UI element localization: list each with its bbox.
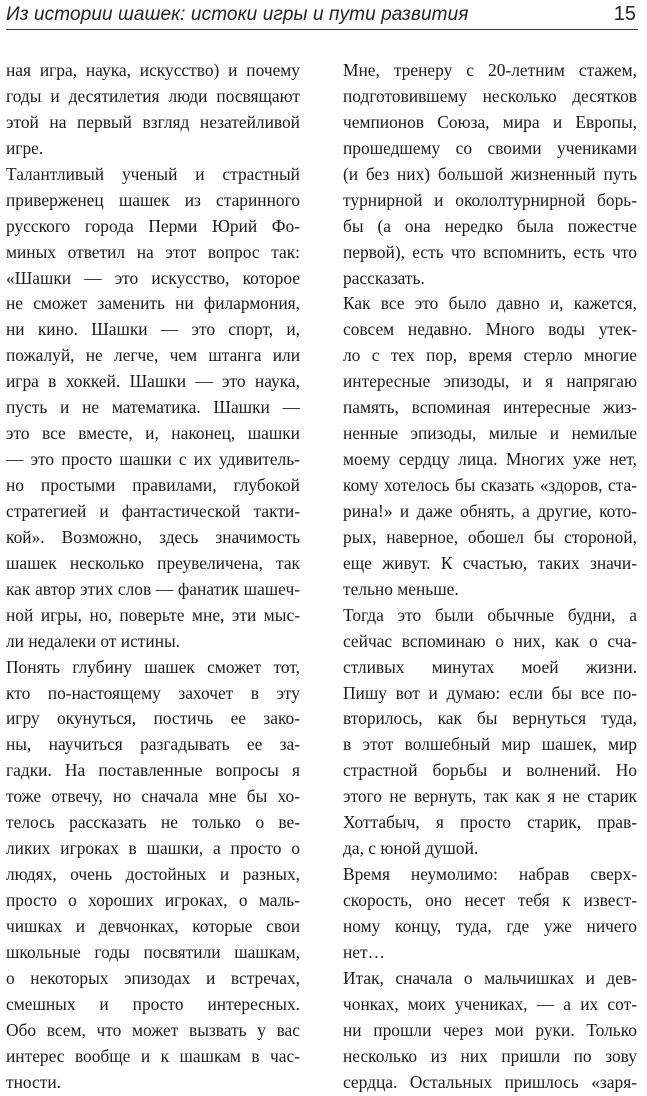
text-line: ни кино. Шашки — это спорт, и, [6, 319, 300, 340]
text-line: интересные эпизоды, и я напрягаю [343, 371, 637, 392]
text-line: ны, научиться разгадывать ее за- [6, 734, 300, 755]
text-line: телось рассказать не только о ве- [6, 812, 300, 833]
text-line: совсем недавно. Много воды утек- [343, 319, 637, 340]
text-line: еще живут. К счастью, таких значи- [343, 552, 637, 573]
text-line: школьные годы посвятили шашкам, [6, 941, 300, 962]
text-line: как автор этих слов — фанатик шашеч- [6, 578, 300, 599]
text-line: кто по-настоящему захочет в эту [6, 682, 300, 703]
text-line: Талантливый ученый и страстный [6, 163, 300, 184]
text-line: это все вместе, и, наконец, шашки [6, 423, 300, 444]
text-line: стливых минутах моей жизни. [343, 656, 637, 677]
text-line: — это просто шашки с их удивитель- [6, 449, 300, 470]
text-line: страстной борьбы и волнений. Но [343, 760, 637, 781]
text-line: Тогда это были обычные будни, а [343, 604, 637, 625]
left-text-column [6, 58, 300, 1096]
text-line: ни прошли через мои руки. Только [343, 1019, 637, 1040]
text-line: прошедшему со своими учениками [343, 137, 637, 158]
text-line: ной игры, но, поверьте мне, эти мыс- [6, 604, 300, 625]
text-line: игра в хоккей. Шашки — это наука, [6, 371, 300, 392]
text-line: первой), есть что вспомнить, есть что [343, 241, 637, 262]
text-line: чишках и девчонках, которые свои [6, 915, 300, 936]
text-line: тности. [6, 1071, 62, 1092]
text-line: пусть и не математика. Шашки — [6, 397, 300, 418]
text-line: пожалуй, не легче, чем штанга или [6, 345, 300, 366]
text-line: годы и десятилетия люди посвящают [6, 85, 300, 106]
text-line: сердца. Остальных пришлось «заря- [343, 1071, 637, 1092]
text-line: игру окунуться, постичь ее зако- [6, 708, 300, 729]
text-line: турнирной и окололтурнирной борь- [343, 189, 637, 210]
text-line: ли недалеки от истины. [6, 630, 181, 651]
text-line: миных ответил на этот вопрос так: [6, 241, 300, 262]
text-line: ному концу, туда, где уже ничего [343, 915, 637, 936]
text-line: гадки. На поставленные вопросы я [6, 760, 300, 781]
text-line: людях, очень достойных и разных, [6, 864, 300, 885]
text-line: русского города Перми Юрий Фо- [6, 215, 300, 236]
page-number: 15 [613, 3, 636, 25]
text-line: память, вспоминая интересные жиз- [343, 397, 637, 418]
text-line: не сможет заменить ни филармония, [6, 293, 300, 314]
text-line: ло с тех пор, время стерло многие [343, 345, 637, 366]
text-line: (и без них) большой жизненный путь [343, 163, 637, 184]
text-line: бы (а она нередко была пожестче [343, 215, 637, 236]
text-line: этого не вернуть, так как я не старик [343, 786, 637, 807]
text-line: сейчас вспоминаю о них, как о сча- [343, 630, 637, 651]
running-title: Из истории шашек: истоки игры и пути развития [6, 4, 469, 25]
text-line: несколько из них пришли по зову [343, 1045, 637, 1066]
text-line: Как все это было давно и, кажется, [343, 293, 637, 314]
text-line: рассказать. [343, 267, 425, 288]
header-rule [6, 29, 638, 30]
text-line: Итак, сначала о мальчишках и дев- [343, 967, 637, 988]
text-line: игре. [6, 137, 44, 158]
text-line: но простыми правилами, глубокой [6, 475, 300, 495]
text-line: этой на первый взгляд незатейливой [6, 111, 300, 132]
text-line: Пишу вот и думаю: если бы все по- [343, 682, 637, 703]
text-line: чонках, моих учениках, — а их сот- [343, 993, 637, 1014]
text-line: Хоттабыч, я просто старик, прав- [343, 812, 637, 833]
running-header [6, 2, 638, 32]
text-line: о некоторых эпизодах и встречах, [6, 967, 300, 988]
text-line: скорость, оно несет тебя к извест- [343, 890, 637, 910]
text-line: шашек несколько преувеличена, так [6, 552, 300, 573]
text-line: нет… [343, 941, 386, 962]
text-line: Время неумолимо: набрав сверх- [343, 864, 637, 885]
text-line: ликих игроках в шашки, а просто о [6, 838, 300, 859]
text-line: просто о хороших игроках, о маль- [6, 890, 300, 910]
text-line: ная игра, наука, искусство) и почему [6, 60, 300, 80]
text-line: в этот волшебный мир шашек, мир [343, 734, 637, 755]
text-line: смешных и просто интересных. [6, 993, 300, 1014]
text-line: Обо всем, что может вызвать у вас [6, 1019, 300, 1040]
text-line: тельно меньше. [343, 578, 459, 599]
text-line: кому хотелось бы сказать «здоров, ста- [343, 475, 637, 495]
text-line: подготовившему несколько десятков [343, 85, 637, 106]
text-line: ненные эпизоды, милые и немилые [343, 423, 637, 444]
text-line: чемпионов Союза, мира и Европы, [343, 111, 637, 132]
text-line: да, с юной душой. [343, 838, 479, 859]
text-line: кой». Возможно, здесь значимость [6, 526, 300, 547]
text-line: Понять глубину шашек сможет тот, [6, 656, 300, 677]
text-line: вторилось, как бы вернуться туда, [343, 708, 637, 729]
text-line: тоже отвечу, но сначала мне бы хо- [6, 786, 300, 807]
text-line: моему сердцу лица. Многих уже нет, [343, 449, 637, 470]
text-line: рых, наверное, обошел бы стороной, [343, 526, 637, 547]
text-line: рина!» и даже обнять, а другие, кото- [343, 500, 637, 521]
text-line: стратегией и фантастической такти- [6, 500, 300, 521]
text-line: интерес вообще и к шашкам в час- [6, 1045, 300, 1066]
text-line: приверженец шашек из старинного [6, 189, 300, 210]
right-text-column [343, 58, 637, 1096]
text-line: «Шашки — это искусство, которое [6, 267, 300, 288]
text-line: Мне, тренеру с 20-летним стажем, [343, 60, 637, 80]
